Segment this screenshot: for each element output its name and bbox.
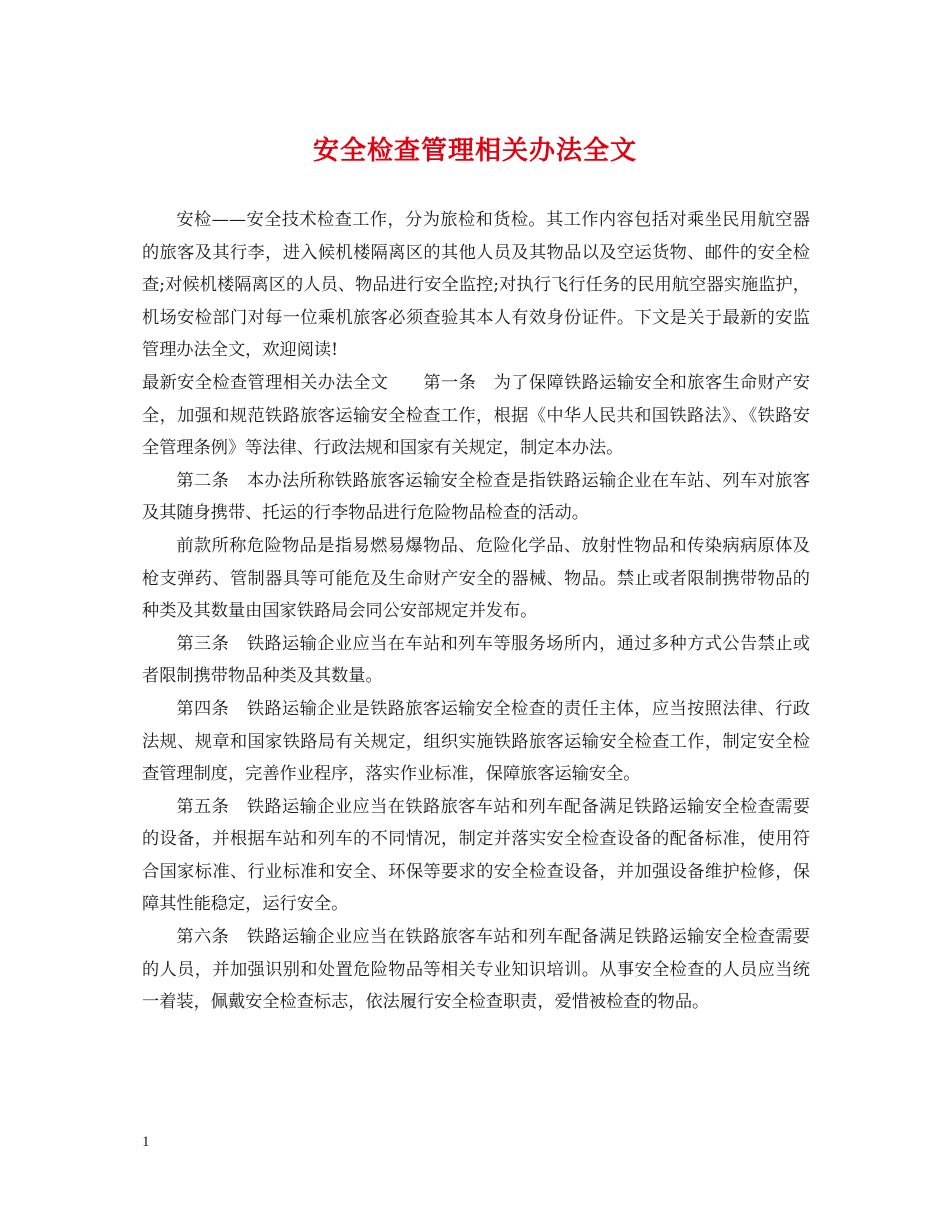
paragraph-intro: 安检——安全技术检查工作，分为旅检和货检。其工作内容包括对乘坐民用航空器的旅客及其行李，进入候机楼隔离区的其他人员及其物品以及空运货物、邮件的安全检查;对候机楼隔离区的人员、物品进行安全监控;对执行飞行任务的民用航空器实施监护，机场安检部门对每一位乘机旅客必须查验其本人有效身份证件。下文是关于最新的安监管理办法全文，欢迎阅读!	[142, 210, 810, 361]
document-title: 安全检查管理相关办法全文	[312, 136, 637, 166]
page-number: 1	[142, 1134, 150, 1150]
paragraph-article-3: 第三条 铁路运输企业应当在车站和列车等服务场所内，通过多种方式公告禁止或者限制携带物品种类及其数量。	[142, 633, 810, 687]
paragraph-article-5: 第五条 铁路运输企业应当在铁路旅客车站和列车配备满足铁路运输安全检查需要的设备，并根据车站和列车的不同情况，制定并落实安全检查设备的配备标准，使用符合国家标准、行业标准和安全、环保等要求的安全检查设备，并加强设备维护检修，保障其性能稳定，运行安全。	[142, 796, 810, 915]
paragraph-dangerous-goods: 前款所称危险物品是指易燃易爆物品、危险化学品、放射性物品和传染病病原体及枪支弹药、管制器具等可能危及生命财产安全的器械、物品。禁止或者限制携带物品的种类及其数量由国家铁路局会同公安部规定并发布。	[142, 535, 810, 622]
paragraph-article-4: 第四条 铁路运输企业是铁路旅客运输安全检查的责任主体，应当按照法律、行政法规、规章和国家铁路局有关规定，组织实施铁路旅客运输安全检查工作，制定安全检查管理制度，完善作业程序，落实作业标准，保障旅客运输安全。	[142, 698, 810, 785]
paragraph-article-1: 最新安全检查管理相关办法全文 第一条 为了保障铁路运输安全和旅客生命财产安全，加强和规范铁路旅客运输安全检查工作，根据《中华人民共和国铁路法》、《铁路安全管理条例》等法律、行政法规和国家有关规定，制定本办法。	[142, 372, 810, 459]
document-body	[142, 204, 810, 1019]
paragraph-article-6: 第六条 铁路运输企业应当在铁路旅客车站和列车配备满足铁路运输安全检查需要的人员，并加强识别和处置危险物品等相关专业知识培训。从事安全检查的人员应当统一着装，佩戴安全检查标志，依法履行安全检查职责，爱惜被检查的物品。	[142, 927, 810, 1013]
paragraph-article-2: 第二条 本办法所称铁路旅客运输安全检查是指铁路运输企业在车站、列车对旅客及其随身携带、托运的行李物品进行危险物品检查的活动。	[142, 470, 810, 524]
